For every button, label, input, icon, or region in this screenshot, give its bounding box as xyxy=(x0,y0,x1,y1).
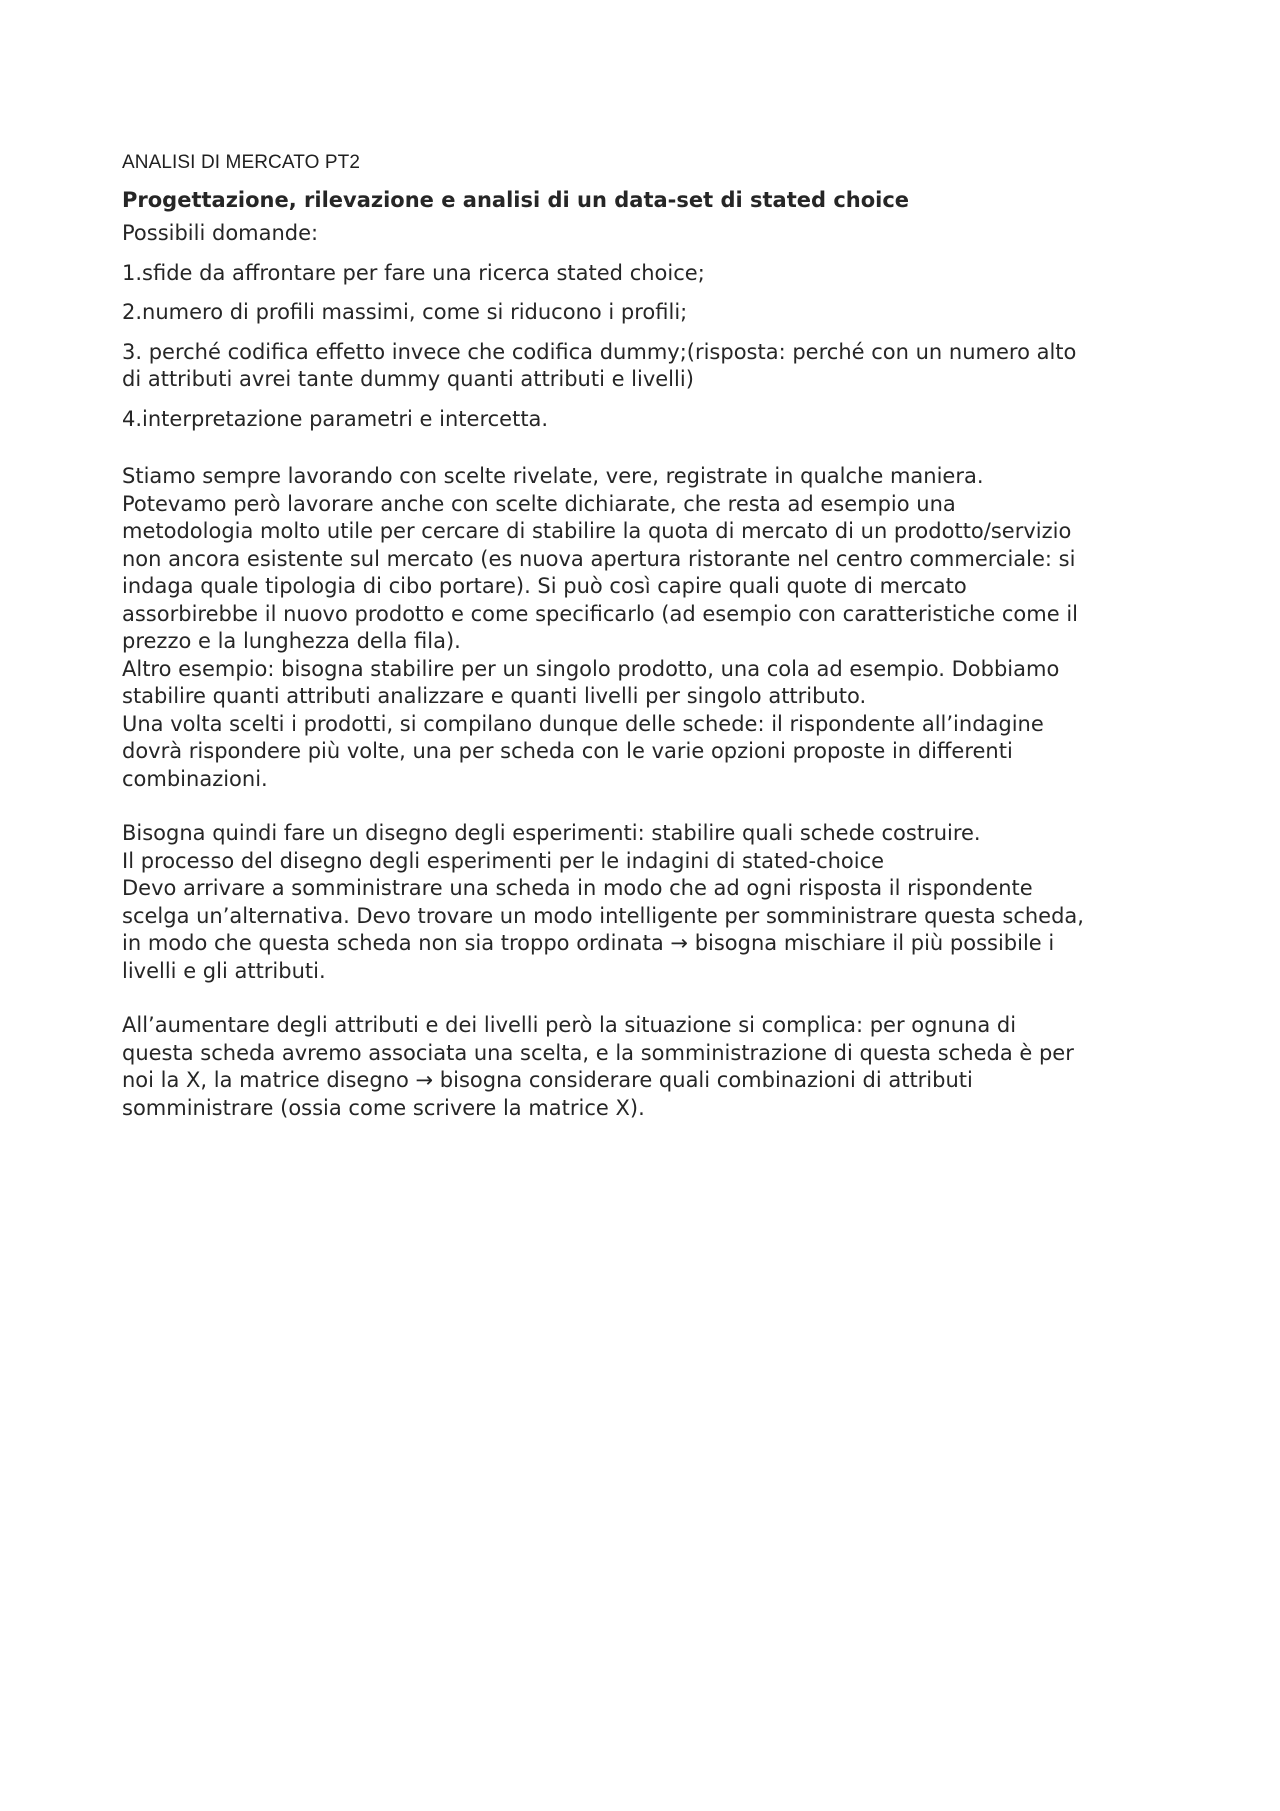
text-line: somministrare (ossia come scrivere la matrice X). xyxy=(122,1095,645,1120)
text-line: metodologia molto utile per cercare di stabilire la quota di mercato di un prodotto/servizio xyxy=(122,519,1072,543)
text-line: stabilire quanti attributi analizzare e quanti livelli per singolo attributo. xyxy=(122,684,867,708)
question-line: 2.numero di profili massimi, come si riducono i profili; xyxy=(122,300,688,324)
text-line: All’aumentare degli attributi e dei livelli però la situazione si complica: per ognuna di xyxy=(122,1013,1017,1037)
question-line: 3. perché codifica effetto invece che codifica dummy;(risposta: perché con un numero alto xyxy=(122,339,1077,364)
question-line: 1.sfide da affrontare per fare una ricerca stated choice; xyxy=(122,260,705,285)
question-line: 4.interpretazione parametri e intercetta. xyxy=(122,406,549,431)
document-page xyxy=(122,152,1182,1149)
text-line: prezzo e la lunghezza della fila). xyxy=(122,629,461,653)
text-line: noi la X, la matrice disegno → bisogna considerare quali combinazioni di attributi xyxy=(122,1068,973,1092)
text-line: questa scheda avremo associata una scelta, e la somministrazione di questa scheda è per xyxy=(122,1040,1074,1065)
document-title: Progettazione, rilevazione e analisi di un data-set di stated choice xyxy=(122,188,910,212)
text-line: assorbirebbe il nuovo prodotto e come specificarlo (ad esempio con caratteristiche come il xyxy=(122,601,1078,626)
question-item xyxy=(122,299,1182,327)
question-line: di attributi avrei tante dummy quanti attributi e livelli) xyxy=(122,367,694,391)
question-item xyxy=(122,260,1182,288)
text-line: livelli e gli attributi. xyxy=(122,958,326,983)
text-line: Il processo del disegno degli esperimenti per le indagini di stated-choice xyxy=(122,848,885,873)
text-line: Potevamo però lavorare anche con scelte dichiarate, che resta ad esempio una xyxy=(122,491,956,516)
body-paragraph xyxy=(122,463,1182,793)
text-line: Una volta scelti i prodotti, si compilano dunque delle schede: il rispondente all’indagine xyxy=(122,711,1044,736)
text-line: dovrà rispondere più volte, una per scheda con le varie opzioni proposte in differenti xyxy=(122,739,1013,763)
text-line: indaga quale tipologia di cibo portare). Si può così capire quali quote di mercato xyxy=(122,574,967,598)
text-line: combinazioni. xyxy=(122,766,268,791)
questions-list xyxy=(122,260,1182,434)
question-item xyxy=(122,339,1182,394)
body-paragraph xyxy=(122,1012,1182,1122)
questions-intro: Possibili domande: xyxy=(122,221,319,245)
text-line: in modo che questa scheda non sia troppo ordinata → bisogna mischiare il più possibile i xyxy=(122,931,1055,955)
body-paragraph xyxy=(122,820,1182,985)
text-line: non ancora esistente sul mercato (es nuova apertura ristorante nel centro commerciale: si xyxy=(122,546,1076,571)
text-line: Altro esempio: bisogna stabilire per un singolo prodotto, una cola ad esempio. Dobbiamo xyxy=(122,656,1060,681)
text-line: Devo arrivare a somministrare una scheda in modo che ad ogni risposta il rispondente xyxy=(122,876,1033,900)
question-item xyxy=(122,406,1182,434)
text-line: Bisogna quindi fare un disegno degli esperimenti: stabilire quali schede costruire. xyxy=(122,821,981,845)
document-header: ANALISI DI MERCATO PT2 xyxy=(122,152,360,173)
text-line: Stiamo sempre lavorando con scelte rivelate, vere, registrate in qualche maniera. xyxy=(122,464,984,488)
text-line: scelga un’alternativa. Devo trovare un modo intelligente per somministrare questa scheda, xyxy=(122,903,1084,928)
